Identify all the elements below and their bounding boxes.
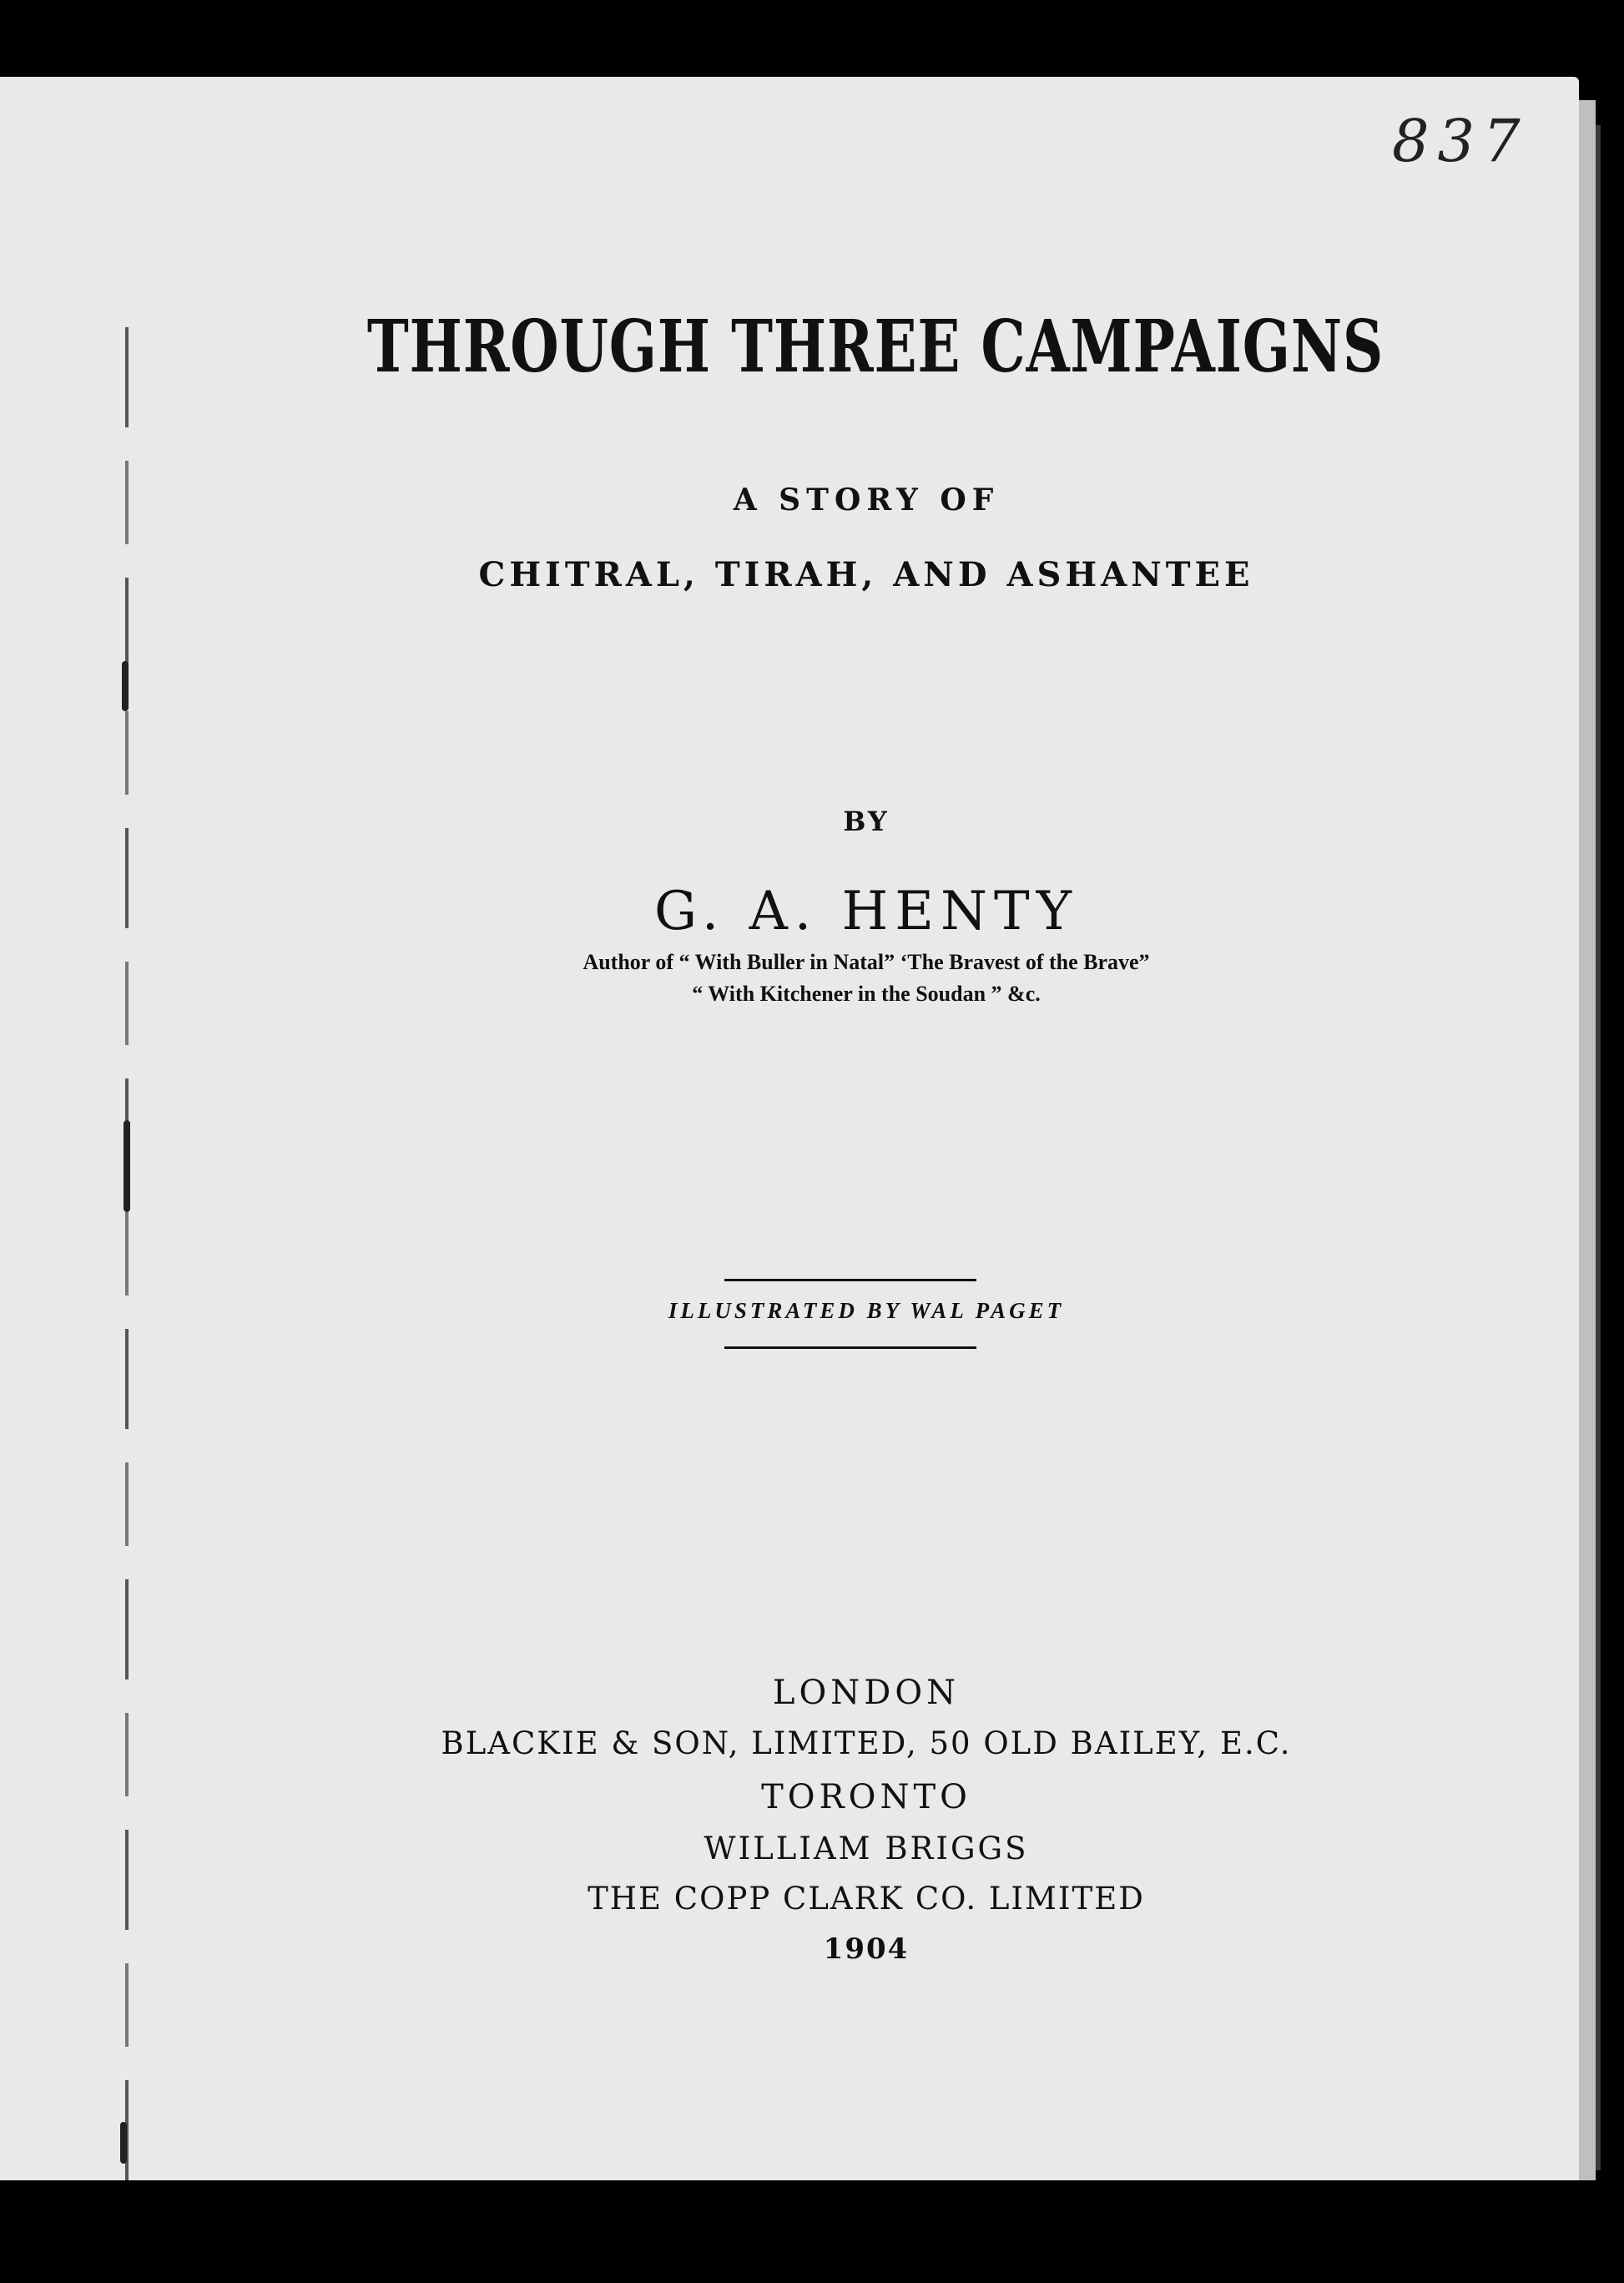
- author-name: G. A. HENTY: [654, 881, 1078, 942]
- by-label: BY: [843, 806, 890, 837]
- publisher-copp-clark: THE COPP CLARK CO. LIMITED: [588, 1881, 1145, 1917]
- subtitle-line-2: CHITRAL, TIRAH, AND ASHANTEE: [478, 555, 1254, 594]
- publisher-blackie: BLACKIE & SON, LIMITED, 50 OLD BAILEY, E.C.: [441, 1725, 1292, 1761]
- publisher-city-toronto: TORONTO: [761, 1778, 971, 1816]
- author-credits-line-1: Author of “ With Buller in Natal” ‘The Bravest of the Brave”: [583, 950, 1150, 974]
- subtitle-line-1: A STORY OF: [733, 482, 1000, 518]
- page-right-edge: [1579, 100, 1596, 2183]
- binding-mark: [122, 661, 129, 711]
- scan-bottom-border: [0, 2180, 1624, 2283]
- publisher-city-london: LONDON: [772, 1674, 961, 1712]
- rule-below-illustrator: [724, 1346, 976, 1349]
- rule-above-illustrator: [724, 1279, 976, 1281]
- binding-mark: [120, 2122, 127, 2164]
- author-credits-line-2: “ With Kitchener in the Soudan ” &c.: [692, 982, 1041, 1006]
- publisher-briggs: WILLIAM BRIGGS: [704, 1831, 1029, 1866]
- binding-mark: [124, 1120, 130, 1212]
- book-title: THROUGH THREE CAMPAIGNS: [366, 305, 1384, 389]
- illustrator-credit: ILLUSTRATED BY WAL PAGET: [668, 1298, 1065, 1323]
- publication-year: 1904: [823, 1932, 910, 1966]
- handwritten-catalog-number: 837: [1392, 107, 1529, 175]
